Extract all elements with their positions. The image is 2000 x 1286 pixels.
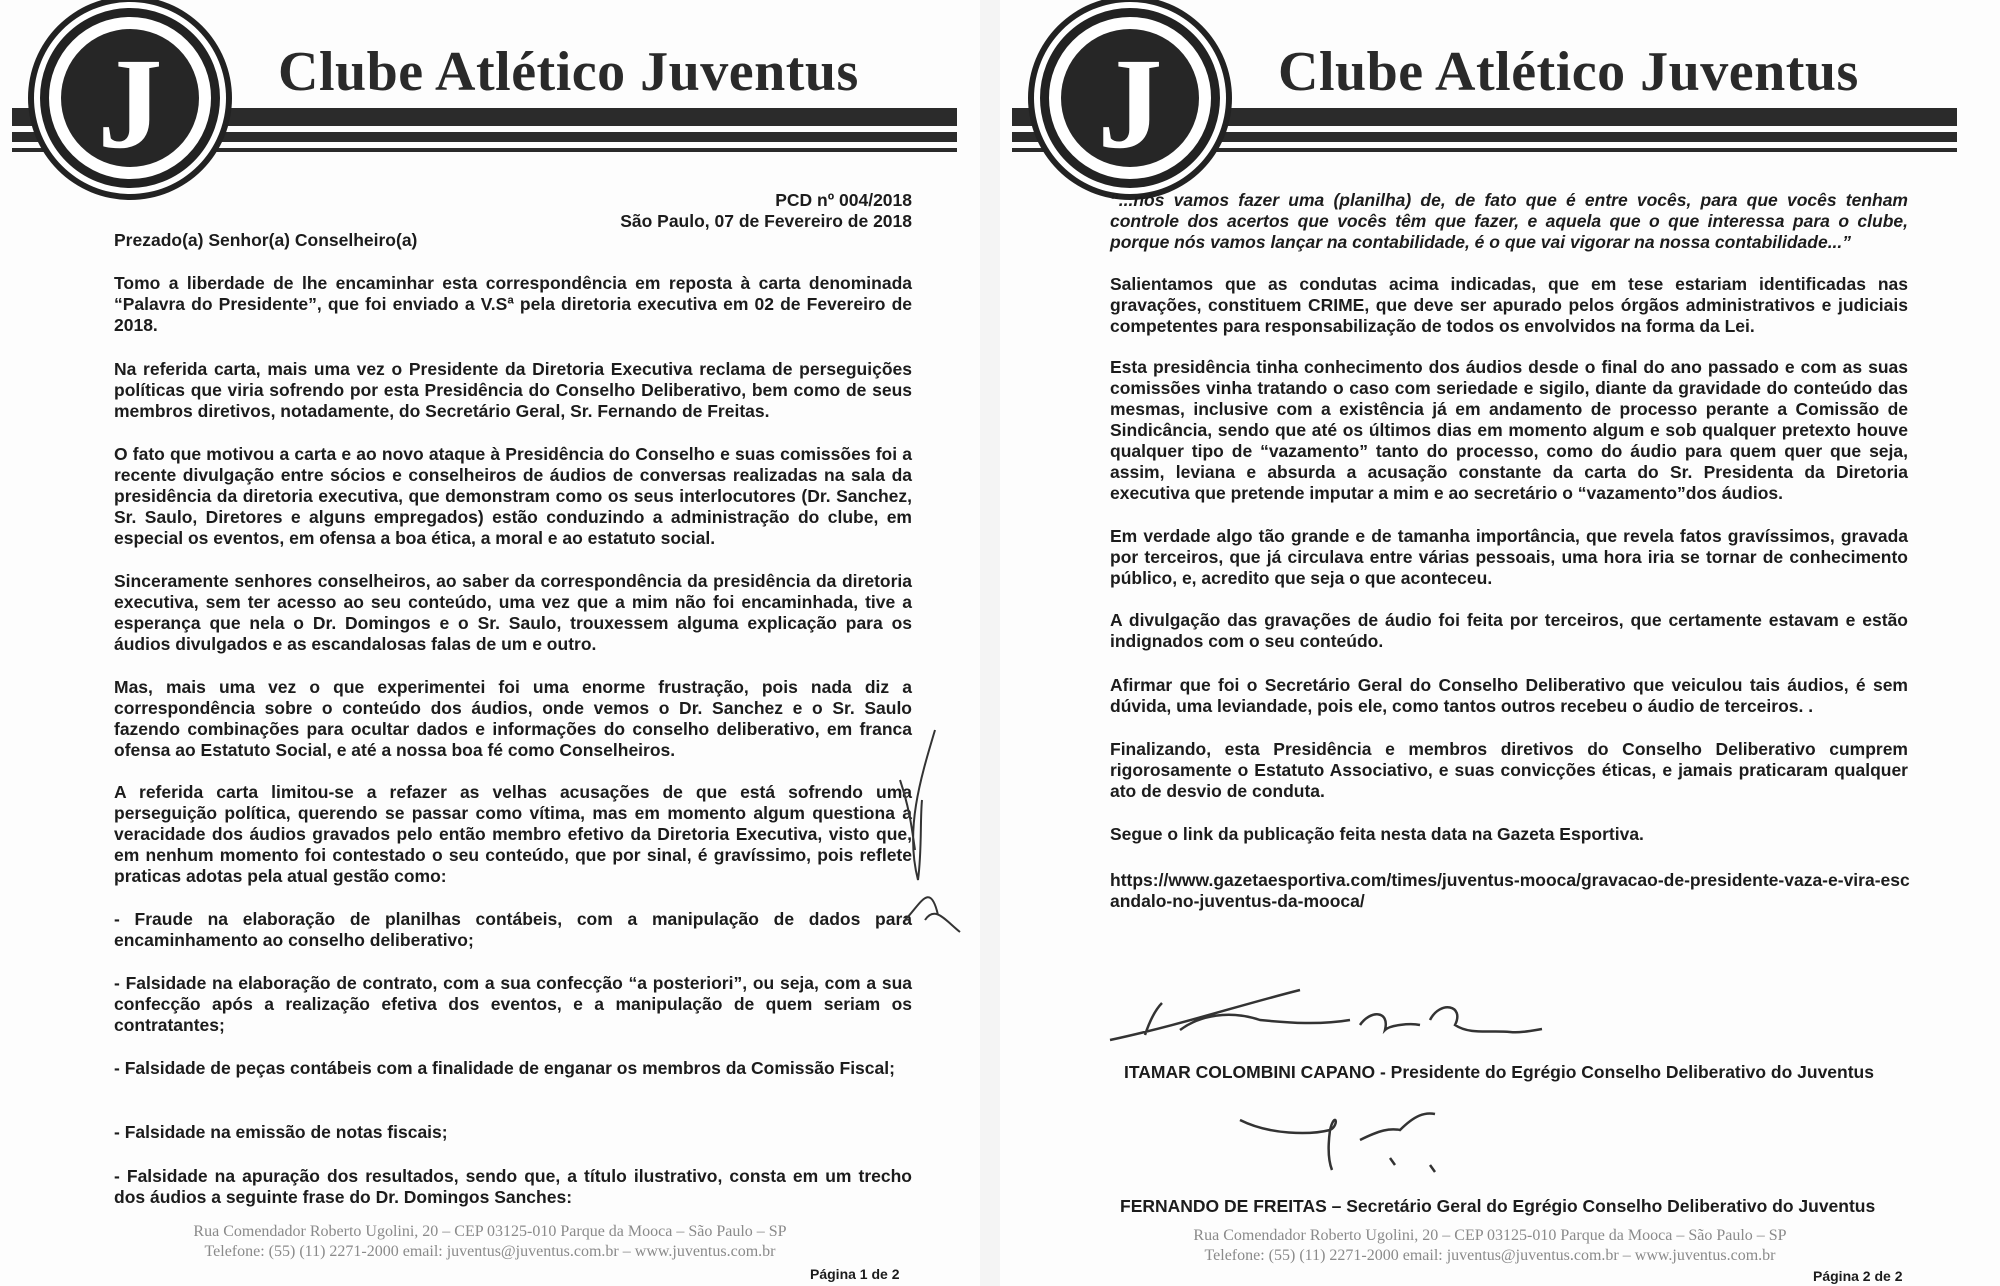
footer-contact: Telefone: (55) (11) 2271-2000 email: juventus@juventus.com.br – www.juventus.com.br bbox=[204, 1243, 776, 1260]
list-item: - Falsidade na elaboração de contrato, com a sua confecção “a posteriori”, ou seja, com a sua confecção após a realização efetiva dos eventos, e a manipulação de quem seriam os contratantes; bbox=[114, 973, 912, 1035]
club-name: Clube Atlético Juventus bbox=[1278, 41, 1859, 103]
list-item: - Falsidade na apuração dos resultados, sendo que, a título ilustrativo, consta em um trecho dos áudios a seguinte frase do Dr. Domingos Sanches: bbox=[114, 1166, 912, 1207]
club-logo bbox=[1040, 8, 1220, 188]
signatory-secretary: FERNANDO DE FREITAS – Secretário Geral do Egrégio Conselho Deliberativo do Juventus bbox=[1120, 1196, 1876, 1216]
list-item: - Falsidade na emissão de notas fiscais; bbox=[114, 1122, 448, 1142]
footer-address: Rua Comendador Roberto Ugolini, 20 – CEP 03125-010 Parque da Mooca – São Paulo – SP bbox=[193, 1223, 787, 1240]
paragraph: Esta presidência tinha conhecimento dos áudios desde o final do ano passado e com as suas comissões vinha tratando o caso com seriedade e sigilo, diante da gravidade do conteúdo das mesmas, inclusive com a existência já em andamento de processo perante a Comissão de Sindicância, sendo que até os últimos dias em momento algum e sob qualquer pretexto houve qualquer tipo de “vazamento” tanto do processo, como do áudio para quem quer que seja, assim, leviana e absurda a acusação constante da carta do Sr. Presidenta da Diretoria executiva que pretende imputar a mim e ao secretário o “vazamento”dos áudios. bbox=[1110, 357, 1908, 503]
signature-fernando-icon bbox=[1230, 1100, 1500, 1175]
paragraph: Afirmar que foi o Secretário Geral do Conselho Deliberativo que veiculou tais áudios, é sem dúvida, uma leviandade, pois ele, como tantos outros recebeu o áudio de terceiros. . bbox=[1110, 675, 1908, 716]
paragraph: Finalizando, esta Presidência e membros diretivos do Conselho Deliberativo cumprem rigorosamente o Estatuto Associativo, e suas convicções éticas, e jamais praticaram qualquer ato de desvio de conduta. bbox=[1110, 739, 1908, 801]
paragraph: Segue o link da publicação feita nesta data na Gazeta Esportiva. bbox=[1110, 824, 1644, 844]
paragraph: Mas, mais uma vez o que experimentei foi uma enorme frustração, pois nada diz a correspondência sobre o conteúdo dos áudios, onde vemos o Dr. Sanchez e o Sr. Saulo fazendo combinações para ocultar dados e informações do conselho deliberativo, em franca ofensa ao Estatuto Social, e até a nossa boa fé como Conselheiros. bbox=[114, 677, 912, 760]
paragraph: A divulgação das gravações de áudio foi feita por terceiros, que certamente estavam e estão indignados com o seu conteúdo. bbox=[1110, 610, 1908, 651]
paragraph: Sinceramente senhores conselheiros, ao saber da correspondência da presidência da diretoria executiva, sem ter acesso ao seu conteúdo, uma vez que a mim não foi encaminhada, tive a esperança que nela o Dr. Domingos e o Sr. Saulo, trouxessem alguma explicação para os áudios divulgados e as escandalosas falas de um e outro. bbox=[114, 571, 912, 654]
footer-address: Rua Comendador Roberto Ugolini, 20 – CEP 03125-010 Parque da Mooca – São Paulo – SP bbox=[1193, 1227, 1787, 1244]
article-link[interactable]: https://www.gazetaesportiva.com/times/juventus-mooca/gravacao-de-presidente-vaza-e-vira-escandalo-no-juventus-da-mooca/ bbox=[1110, 870, 1910, 911]
list-item: - Falsidade de peças contábeis com a finalidade de enganar os membros da Comissão Fiscal; bbox=[114, 1058, 895, 1078]
footer-contact: Telefone: (55) (11) 2271-2000 email: juventus@juventus.com.br – www.juventus.com.br bbox=[1204, 1247, 1776, 1264]
signature-itamar-icon bbox=[1090, 985, 1590, 1060]
club-logo-letter: J bbox=[1097, 32, 1163, 176]
reference-number: PCD nº 004/2018 bbox=[775, 190, 912, 210]
signatory-president: ITAMAR COLOMBINI CAPANO - Presidente do Egrégio Conselho Deliberativo do Juventus bbox=[1124, 1062, 1874, 1082]
paragraph: A referida carta limitou-se a refazer as velhas acusações de que está sofrendo uma perseguição política, querendo se passar como vítima, mas em momento algum questiona a veracidade dos áudios gravados pelo então membro efetivo da Diretoria Executiva, visto que, em nenhum momento foi contestado o seu conteúdo, que por sinal, é gravíssimo, pois reflete praticas adotas pela atual gestão como: bbox=[114, 782, 912, 886]
handwritten-initials-icon bbox=[860, 720, 970, 960]
list-item: - Fraude na elaboração de planilhas contábeis, com a manipulação de dados para encaminhamento ao conselho deliberativo; bbox=[114, 909, 912, 950]
letter-date: São Paulo, 07 de Fevereiro de 2018 bbox=[620, 211, 912, 231]
paragraph: Tomo a liberdade de lhe encaminhar esta correspondência em reposta à carta denominada “Palavra do Presidente”, que foi enviado a V.Sª pela diretoria executiva em 02 de Fevereiro de 2018. bbox=[114, 273, 912, 335]
club-logo-letter: J bbox=[97, 32, 163, 176]
paragraph: Em verdade algo tão grande e de tamanha importância, que revela fatos gravíssimos, gravada por terceiros, que já circulava entre várias pessoais, uma hora iria se tornar de conhecimento público, e, acredito que seja o que aconteceu. bbox=[1110, 526, 1908, 588]
club-logo bbox=[40, 8, 220, 188]
letter-page-1 bbox=[0, 0, 980, 1286]
page-number: Página 2 de 2 bbox=[1813, 1268, 1903, 1284]
club-name: Clube Atlético Juventus bbox=[278, 41, 859, 103]
paragraph: Salientamos que as condutas acima indicadas, que em tese estariam identificadas nas gravações, constituem CRIME, que deve ser apurado pelos órgãos administrativos e judiciais competentes para responsabilização de todos os envolvidos na forma da Lei. bbox=[1110, 274, 1908, 336]
page-gutter bbox=[980, 0, 1000, 1286]
letter-page-2 bbox=[1000, 0, 2000, 1286]
salutation: Prezado(a) Senhor(a) Conselheiro(a) bbox=[114, 230, 418, 250]
quote: “...nós vamos fazer uma (planilha) de, de fato que é entre vocês, para que vocês tenham controle dos acertos que vocês têm que fazer, e aquela que o que interessa para o clube, porque nós vamos lançar na contabilidade, é o que vai vigorar na nossa contabilidade...” bbox=[1110, 190, 1908, 252]
paragraph: Na referida carta, mais uma vez o Presidente da Diretoria Executiva reclama de perseguições políticas que viria sofrendo por esta Presidência do Conselho Deliberativo, bem como de seus membros diretivos, notadamente, do Secretário Geral, Sr. Fernando de Freitas. bbox=[114, 359, 912, 421]
paragraph: O fato que motivou a carta e ao novo ataque à Presidência do Conselho e suas comissões foi a recente divulgação entre sócios e conselheiros de áudios de conversas realizadas na sala da presidência da diretoria executiva, que demonstram como os seus interlocutores (Dr. Sanchez, Sr. Saulo, Diretores e alguns empregados) estão conduzindo a administração do clube, em especial os eventos, em ofensa a boa ética, a moral e ao estatuto social. bbox=[114, 444, 912, 548]
page-number: Página 1 de 2 bbox=[810, 1266, 900, 1282]
